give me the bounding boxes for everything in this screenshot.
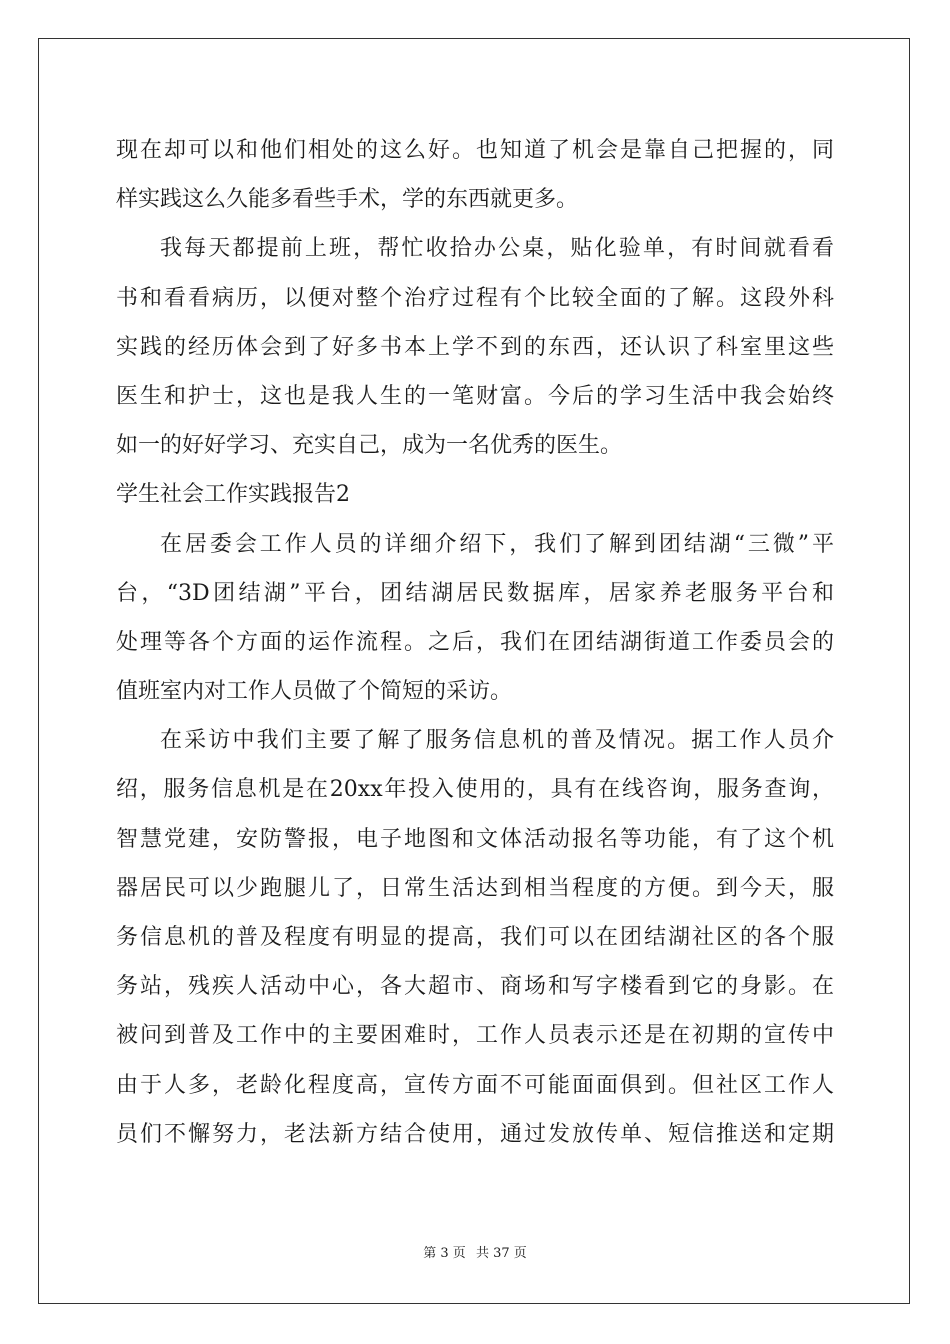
page-number: 第 3 页 — [423, 1246, 466, 1261]
text-line: 样实践这么久能多看些手术，学的东西就更多。 — [116, 187, 579, 213]
text-line: 值班室内对工作人员做了个简短的采访。 — [116, 679, 513, 705]
text-line: 务站，残疾人活动中心，各大超市、商场和写字楼看到它的身影。在 — [116, 974, 834, 1000]
text-line: 由于人多，老龄化程度高，宣传方面不可能面面俱到。但社区工作人 — [116, 1072, 834, 1098]
section-heading: 学生社会工作实践报告2 — [116, 482, 350, 508]
text-line: 如一的好好学习、充实自己，成为一名优秀的医生。 — [116, 433, 623, 459]
text-line: 我每天都提前上班，帮忙收拾办公桌，贴化验单，有时间就看看 — [160, 236, 834, 262]
text-line: 书和看看病历，以便对整个治疗过程有个比较全面的了解。这段外科 — [116, 285, 834, 311]
text-line: 务信息机的普及程度有明显的提高，我们可以在团结湖社区的各个服 — [116, 925, 834, 950]
text-line: 实践的经历体会到了好多书本上学不到的东西，还认识了科室里这些 — [116, 334, 834, 360]
text-line: 员们不懈努力，老法新方结合使用，通过发放传单、短信推送和定期 — [116, 1121, 834, 1147]
text-line: 器居民可以少跑腿儿了，日常生活达到相当程度的方便。到今天，服 — [116, 875, 834, 901]
document-body — [116, 126, 834, 1159]
page-footer — [0, 1242, 950, 1261]
text-line: 在居委会工作人员的详细介绍下，我们了解到团结湖“三微”平 — [160, 531, 834, 557]
text-line: 处理等各个方面的运作流程。之后，我们在团结湖街道工作委员会的 — [116, 629, 834, 655]
text-line: 被问到普及工作中的主要困难时，工作人员表示还是在初期的宣传中 — [116, 1023, 834, 1049]
text-line: 现在却可以和他们相处的这么好。也知道了机会是靠自己把握的，同 — [116, 138, 834, 163]
text-line: 绍，服务信息机是在20xx年投入使用的，具有在线咨询，服务查询， — [116, 777, 834, 803]
text-line: 在采访中我们主要了解了服务信息机的普及情况。据工作人员介 — [160, 728, 834, 754]
text-line: 智慧党建，安防警报，电子地图和文体活动报名等功能，有了这个机 — [116, 826, 834, 852]
text-line: 台，“3D团结湖”平台，团结湖居民数据库，居家养老服务平台和 — [116, 580, 834, 606]
text-line: 医生和护士，这也是我人生的一笔财富。今后的学习生活中我会始终 — [116, 383, 834, 409]
page-total: 共 37 页 — [475, 1246, 527, 1261]
